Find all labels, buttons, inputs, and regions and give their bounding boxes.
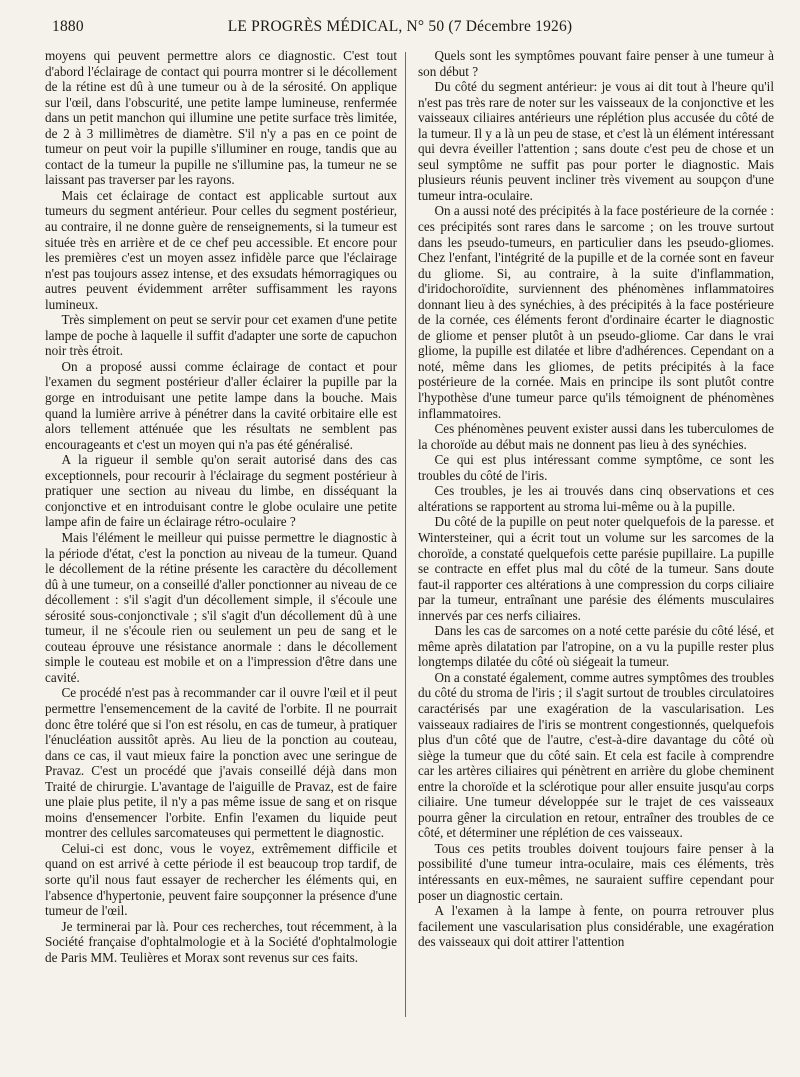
- paragraph: Je terminerai par là. Pour ces recherches, tout récemment, à la Société française d'ophtalmologie et à la Société d'ophtalmologie de Paris MM. Teulières et Morax sont revenus sur ces faits.: [45, 918, 397, 965]
- left-column: [45, 48, 397, 965]
- paragraph: On a aussi noté des précipités à la face postérieure de la cornée : ces précipités sont rares dans le sarcome ; on les trouve surtout dans les pseudo-tumeurs, en particulier dans les pseudo-gliomes. Chez l'enfant, l'intégrité de la pupille et de la cornée sont en faveur du gliome. Si, au contraire, à la suite d'inflammation, d'iridochoroïdite, surviennent des phénomènes inflammatoires donnant lieu à des synéchies, à des précipités à la face postérieure de la cornée, ces éléments feront d'ordinaire écarter le diagnostic de gliome et penser plutôt à un pseudo-gliome. Car dans le vrai gliome, la pupille est dilatée et libre d'adhérences. Cependant on a noté, même dans les gliomes, de petits précipités à la face postérieure de la cornée. Mais en principe ils sont plutôt contre l'hypothèse d'une tumeur parce qu'ils témoignent de phénomènes inflammatoires.: [418, 203, 774, 421]
- paragraph: Du côté du segment antérieur: je vous ai dit tout à l'heure qu'il n'est pas très rare de noter sur les vaisseaux de la conjonctive et les vaisseaux ciliaires antérieurs une réplétion plus accusée du côté de la tumeur. Il y a là un peu de stase, et c'est là un élément intéressant qui devra éveiller l'attention ; sans doute c'est peu de chose et un seul symptôme ne suffit pas pour porter le diagnostic. Mais plusieurs réunis peuvent incliner très vivement au soupçon d'une tumeur intra-oculaire.: [418, 79, 774, 203]
- paragraph: Dans les cas de sarcomes on a noté cette parésie du côté lésé, et même après dilatation par l'atropine, on a vu la pupille rester plus longtemps dilatée du côté où siégeait la tumeur.: [418, 623, 774, 670]
- right-column: [418, 48, 774, 950]
- running-title: LE PROGRÈS MÉDICAL, N° 50 (7 Décembre 1926): [227, 18, 573, 35]
- column-divider: [405, 52, 406, 1017]
- paragraph: Ces phénomènes peuvent exister aussi dans les tuberculomes de la choroïde au début mais ne donnent pas lieu à des synéchies.: [418, 421, 774, 452]
- paragraph: Celui-ci est donc, vous le voyez, extrêmement difficile et quand on est arrivé à cette période il est beaucoup trop tardif, de sorte qu'il nous faut essayer de rechercher les éléments qui, en l'absence d'hypertonie, peuvent faire soupçonner la présence d'une tumeur de l'œil.: [45, 840, 397, 919]
- page-number: 1880: [52, 18, 84, 35]
- paragraph: A la rigueur il semble qu'on serait autorisé dans des cas exceptionnels, pour recourir à l'éclairage du segment postérieur à pratiquer une section au niveau du limbe, en disséquant la conjonctive et en introduisant contre le globe oculaire une petite lampe afin de faire un éclairage rétro-oculaire ?: [45, 452, 397, 530]
- paragraph: Quels sont les symptômes pouvant faire penser à une tumeur à son début ?: [418, 48, 774, 79]
- paragraph: Ce qui est plus intéressant comme symptôme, ce sont les troubles du côté de l'iris.: [418, 452, 774, 483]
- paragraph: Mais cet éclairage de contact est applicable surtout aux tumeurs du segment antérieur. Pour celles du segment postérieur, au contraire, il ne donne guère de renseignements, si la tumeur est située très en arrière et de ce chef peu accessible. Et encore pour les premières c'est un moyen assez infidèle parce que l'éclairage n'est pas toujours assez intense, et des exsudats hémorragiques ou autres peuvent évidemment arrêter suffisamment les rayons lumineux.: [45, 187, 397, 312]
- paragraph: Très simplement on peut se servir pour cet examen d'une petite lampe de poche à laquelle il suffit d'adapter une sorte de capuchon noir très étroit.: [45, 312, 397, 359]
- paragraph: On a constaté également, comme autres symptômes des troubles du côté du stroma de l'iris ; il s'agit surtout de troubles circulatoires caractérisés par une exagération de la vascularisation. Les vaisseaux radiaires de l'iris se montrent congestionnés, quelquefois plus d'un côté que de l'autre, c'est-à-dire davantage du côté où siège la tumeur que du côté sain. Et cela est facile à comprendre car les artères ciliaires qui pénètrent en arrière du globe cheminent entre la choroïde et la sclérotique pour aller ensuite jusqu'au corps ciliaire. Une tumeur développée sur le trajet de ces vaisseaux pourra gêner la circulation en retour, entraîner des troubles de ce côté, et déterminer une réplétion de ces vaisseaux.: [418, 669, 774, 841]
- paragraph: A l'examen à la lampe à fente, on pourra retrouver plus facilement une vascularisation plus considérable, une exagération des vaisseaux qui doit attirer l'attention: [418, 903, 774, 950]
- paragraph: moyens qui peuvent permettre alors ce diagnostic. C'est tout d'abord l'éclairage de contact qui pourra montrer si le décollement de la rétine est dû à une tumeur ou à de la sérosité. On applique sur l'œil, dans l'obscurité, une petite lampe lumineuse, renfermée dans un petit manchon qui illumine une petite surface très limitée, de 2 à 3 millimètres de diamètre. S'il n'y a pas en ce point de tumeur on peut voir la pupille s'illuminer en rouge, tandis que au contact de la tumeur la pupille ne s'illumine pas, la tumeur ne se laissant pas traverser par les rayons.: [45, 48, 397, 188]
- paragraph: Mais l'élément le meilleur qui puisse permettre le diagnostic à la période d'état, c'est la ponction au niveau de la tumeur. Quand le décollement de la rétine présente les caractère du décollement dû à une tumeur, on a conseillé d'aller ponctionner au niveau de ce décollement : s'il s'agit d'un décollement simple, il s'écoule une sérosité sous-conjonctivale ; s'il s'agit d'un décollement dû à une tumeur, il ne s'écoule rien ou seulement un peu de sang et le couteau éprouve une résistance anormale : dans le décollement simple le couteau est mobile et on a l'impression d'être dans une cavité.: [45, 529, 397, 685]
- paragraph: Ces troubles, je les ai trouvés dans cinq observations et ces altérations se rapportent au stroma lui-même ou à la pupille.: [418, 483, 774, 514]
- paragraph: Tous ces petits troubles doivent toujours faire penser à la possibilité d'une tumeur intra-oculaire, mais ces éléments, très intéressants en eux-mêmes, ne sauraient suffire cependant pour poser un diagnostic certain.: [418, 840, 774, 903]
- paragraph: Du côté de la pupille on peut noter quelquefois de la paresse. et Wintersteiner, qui a écrit tout un volume sur les sarcomes de la choroïde, a constaté quelquefois cette parésie pupillaire. La pupille se contracte en effet plus mal du côté de la tumeur. Sans doute faut-il rapporter ces altérations à une compression du corps ciliaire par la tumeur, entraînant une parésie des éléments musculaires innervés par ces nerfs ciliaires.: [418, 514, 774, 623]
- paragraph: Ce procédé n'est pas à recommander car il ouvre l'œil et il peut permettre l'ensemencement de la cavité de l'orbite. Il ne pourrait donc être toléré que si l'on est résolu, en cas de tumeur, à pratiquer l'énucléation aussitôt après. Au lieu de la ponction au couteau, dans ce cas, il vaut mieux faire la ponction avec une seringue de Pravaz. C'est un procédé que j'avais conseillé déjà dans mon Traité de chirurgie. L'avantage de l'aiguille de Pravaz, est de faire une plaie plus petite, il n'y a pas même issue de sang et on risque moins d'ensemencer l'orbite. Enfin l'examen du liquide peut montrer des cellules sarcomateuses qui permettent le diagnostic.: [45, 685, 397, 841]
- paragraph: On a proposé aussi comme éclairage de contact et pour l'examen du segment postérieur d'aller éclairer la pupille par la gorge en introduisant une petite lampe dans la bouche. Mais quand la lumière arrive à pénétrer dans la cavité orbitaire elle est alors tellement atténuée que les résultats ne semblent pas encourageants et c'est un moyen qui n'a pas été généralisé.: [45, 358, 397, 452]
- page-header: [52, 18, 748, 38]
